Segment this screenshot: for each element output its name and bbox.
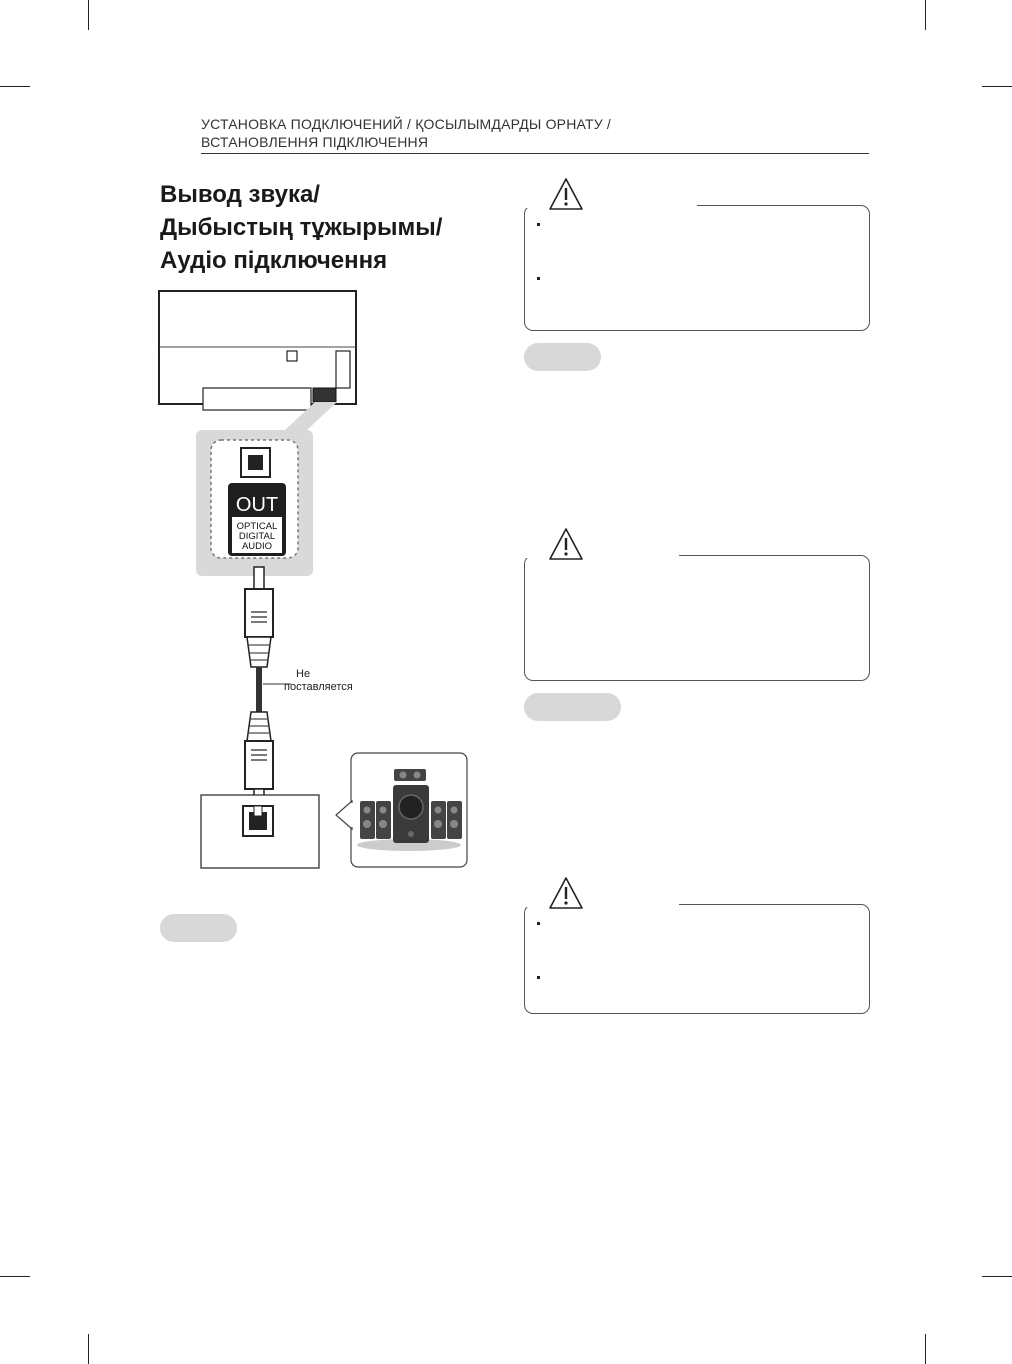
optical-cable bbox=[256, 667, 262, 712]
crop-mark bbox=[925, 0, 926, 30]
port-label-optical: OPTICAL bbox=[236, 521, 278, 532]
bullet-marker bbox=[537, 922, 540, 925]
title-line-2: Дыбыстың тұжырымы/ bbox=[160, 214, 443, 241]
crop-mark bbox=[88, 1334, 89, 1364]
port-label-out: OUT bbox=[235, 494, 279, 516]
caution-box bbox=[524, 904, 870, 1014]
bullet-marker bbox=[537, 223, 540, 226]
port-label-digital: DIGITAL bbox=[238, 531, 276, 542]
optical-plug-top bbox=[245, 567, 273, 667]
warning-triangle-icon bbox=[548, 876, 584, 910]
header-line-2: ВСТАНОВЛЕННЯ ПІДКЛЮЧЕННЯ bbox=[201, 134, 429, 150]
caution-box bbox=[524, 205, 870, 331]
crop-mark bbox=[0, 1276, 30, 1277]
cable-note-line-2: поставляется bbox=[284, 681, 353, 693]
bullet-marker bbox=[537, 976, 540, 979]
crop-mark bbox=[982, 1276, 1012, 1277]
connection-diagram bbox=[155, 285, 475, 880]
warning-triangle-icon bbox=[548, 177, 584, 211]
cable-note-line-1: Не bbox=[296, 668, 311, 680]
header-line-1: УСТАНОВКА ПОДКЛЮЧЕНИЙ / ҚОСЫЛЫМДАРДЫ ОРНАТУ / bbox=[201, 116, 611, 132]
optical-plug-bottom bbox=[245, 712, 273, 807]
speaker-system-icon bbox=[336, 753, 467, 867]
audio-receiver-illustration bbox=[201, 795, 319, 868]
warning-triangle-icon bbox=[548, 527, 584, 561]
page-header bbox=[201, 115, 869, 151]
crop-mark bbox=[925, 1334, 926, 1364]
note-pill bbox=[160, 914, 237, 942]
crop-mark bbox=[88, 0, 89, 30]
bullet-marker bbox=[537, 277, 540, 280]
note-pill bbox=[524, 693, 621, 721]
header-rule bbox=[201, 153, 869, 154]
section-title bbox=[160, 178, 500, 277]
caution-box bbox=[524, 555, 870, 681]
title-line-3: Аудіо підключення bbox=[160, 247, 388, 274]
note-pill bbox=[524, 343, 601, 371]
crop-mark bbox=[982, 86, 1012, 87]
crop-mark bbox=[0, 86, 30, 87]
tv-back-illustration bbox=[159, 291, 356, 430]
port-label-audio: AUDIO bbox=[241, 541, 273, 552]
title-line-1: Вывод звука/ bbox=[160, 181, 320, 208]
